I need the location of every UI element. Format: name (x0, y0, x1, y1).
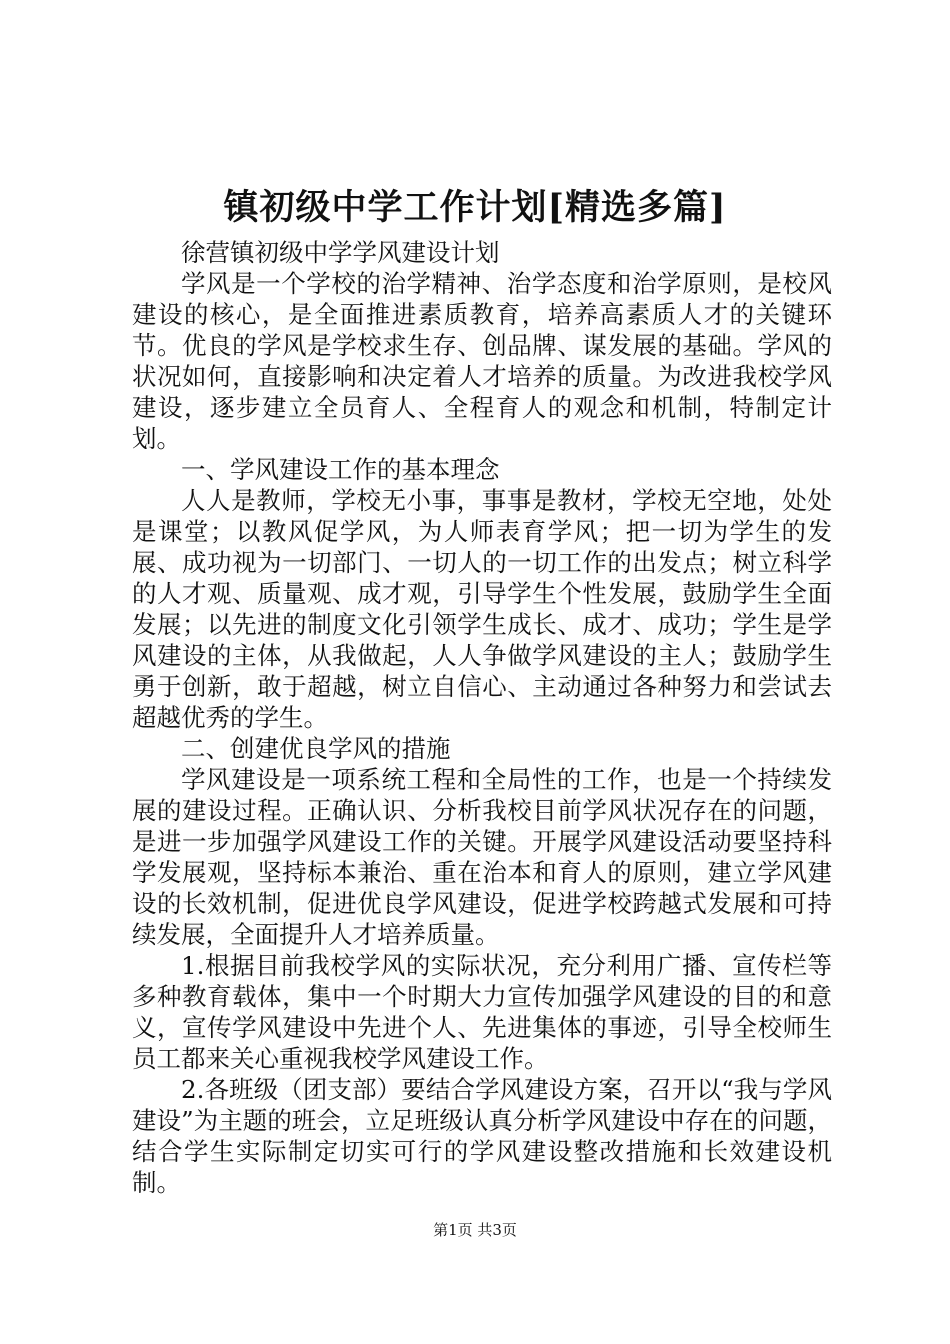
page-footer: 第1页 共3页 (433, 1221, 517, 1239)
paragraph-intro: 学风是一个学校的治学精神、治学态度和治学原则，是校风建设的核心，是全面推进素质教育，培养高素质人才的关键环节。优良的学风是学校求生存、创品牌、谋发展的基础。学风的状况如何，直接影响和决定着人才培养的质量。为改进我校学风建设，逐步建立全员育人、全程育人的观念和机制，特制定计划。 (132, 269, 832, 453)
paragraph-subtitle: 徐营镇初级中学学风建设计划 (181, 238, 500, 267)
document-title: 镇初级中学工作计划[精选多篇] (223, 187, 727, 228)
paragraph-item-1: 1.根据目前我校学风的实际状况，充分利用广播、宣传栏等多种教育载体，集中一个时期大力宣传加强学风建设的目的和意义，宣传学风建设中先进个人、先进集体的事迹，引导全校师生员工都来关心重视我校学风建设工作。 (132, 951, 832, 1073)
paragraph-principles: 人人是教师，学校无小事，事事是教材，学校无空地，处处是课堂；以教风促学风，为人师表育学风；把一切为学生的发展、成功视为一切部门、一切人的一切工作的出发点；树立科学的人才观、质量观、成才观，引导学生个性发展，鼓励学生全面发展；以先进的制度文化引领学生成长、成才、成功；学生是学风建设的主体，从我做起，人人争做学风建设的主人；鼓励学生勇于创新，敢于超越，树立自信心、主动通过各种努力和尝试去超越优秀的学生。 (132, 486, 832, 732)
section-heading-2: 二、创建优良学风的措施 (181, 734, 451, 763)
document-body (132, 237, 832, 1198)
paragraph-item-2: 2.各班级（团支部）要结合学风建设方案，召开以“我与学风建设”为主题的班会，立足班级认真分析学风建设中存在的问题，结合学生实际制定切实可行的学风建设整改措施和长效建设机制。 (132, 1075, 832, 1197)
section-heading-1: 一、学风建设工作的基本理念 (181, 455, 500, 484)
paragraph-measures: 学风建设是一项系统工程和全局性的工作，也是一个持续发展的建设过程。正确认识、分析我校目前学风状况存在的问题，是进一步加强学风建设工作的关键。开展学风建设活动要坚持科学发展观，坚持标本兼治、重在治本和育人的原则，建立学风建设的长效机制，促进优良学风建设，促进学校跨越式发展和可持续发展，全面提升人才培养质量。 (132, 765, 832, 949)
